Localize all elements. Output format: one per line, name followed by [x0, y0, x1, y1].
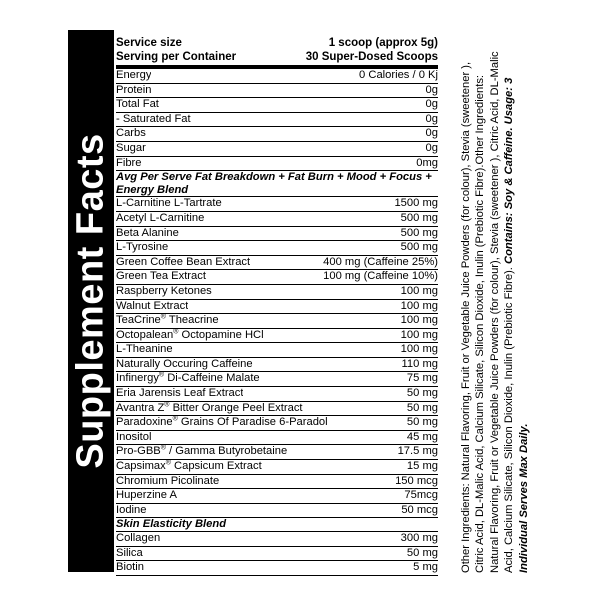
- nutrition-value: 0g: [425, 127, 438, 140]
- blend2-heading: Skin Elasticity Blend: [116, 518, 438, 532]
- blend1-ingredient-row: [116, 358, 438, 373]
- nutrition-label: Energy: [116, 69, 152, 81]
- blend1-ingredient-label: Walnut Extract: [116, 299, 189, 312]
- blend1-ingredient-value: 100 mg: [400, 299, 438, 312]
- blend1-ingredient-value: 110 mg: [401, 357, 438, 370]
- blend1-ingredient-value: 150 mcg: [395, 474, 438, 487]
- blend1-ingredient-value: 100 mg: [400, 328, 438, 341]
- blend1-ingredient-row: [116, 241, 438, 256]
- blend1-ingredient-label: Green Coffee Bean Extract: [116, 255, 251, 268]
- nutrition-label: - Saturated Fat: [116, 112, 191, 125]
- blend1-ingredient-label: Pro-GBB® / Gamma Butyrobetaine: [116, 445, 288, 458]
- blend1-ingredient-value: 17.5 mg: [397, 445, 438, 458]
- nutrition-row: [116, 84, 438, 99]
- nutrition-label: Fibre: [116, 156, 142, 169]
- blend1-ingredient-row: [116, 270, 438, 285]
- facts-panel: [116, 36, 438, 576]
- blend1-ingredient-label: L-Tyrosine: [116, 241, 169, 254]
- blend1-ingredient-label: Eria Jarensis Leaf Extract: [116, 387, 244, 400]
- blend2-ingredient-label: Collagen: [116, 532, 161, 544]
- ingredients-text: Other Ingredients: Natural Flavoring, Fruit or Vegetable Juice Powders (for colour), Stevia (sweetener ), Citric Acid, DL-Malic Acid, Calcium Silicate, Silicon Dioxide, Inulin (Prebiotic Fibre).Other Ingredients: Natural Flavoring, Fruit or Vegetable Juice Powders (for colour), Stevia (sweetener ), Citric Acid, DL-Malic Acid, Calcium Silicate, Silicon Dioxide, Inulin (Prebiotic Fibre).: [459, 51, 516, 573]
- blend1-ingredient-value: 15 mg: [406, 460, 438, 473]
- serving-size-value: 1 scoop (approx 5g): [328, 37, 438, 49]
- blend1-ingredient-label: Raspberry Ketones: [116, 284, 212, 297]
- nutrition-label: Total Fat: [116, 98, 159, 111]
- blend1-ingredient-row: [116, 489, 438, 504]
- blend1-ingredient-label: Capsimax® Capsicum Extract: [116, 460, 262, 473]
- blend1-ingredient-value: 50 mg: [406, 401, 438, 414]
- nutrition-row: [116, 142, 438, 157]
- blend1-ingredient-row: [116, 504, 438, 519]
- blend1-ingredient-row: [116, 329, 438, 344]
- nutrition-row: [116, 113, 438, 128]
- blend1-ingredient-value: 50 mg: [406, 416, 438, 429]
- blend1-ingredient-value: 100 mg (Caffeine 10%): [323, 270, 438, 283]
- blend2-ingredient-row: [116, 532, 438, 547]
- blend1-ingredient-label: Avantra Z® Bitter Orange Peel Extract: [116, 401, 303, 414]
- nutrition-label: Protein: [116, 83, 152, 96]
- blend1-ingredient-row: [116, 431, 438, 446]
- blend1-ingredient-row: [116, 387, 438, 402]
- blend1-ingredient-label: Octopalean® Octopamine HCl: [116, 328, 264, 341]
- blend1-ingredient-row: [116, 343, 438, 358]
- blend1-ingredient-row: [116, 300, 438, 315]
- blend1-ingredient-row: [116, 212, 438, 227]
- servings-per-container-row: [116, 50, 438, 64]
- blend2-ingredient-row: [116, 547, 438, 562]
- blend1-ingredient-row: [116, 227, 438, 242]
- nutrition-value: 0g: [425, 112, 438, 125]
- other-ingredients: [459, 43, 531, 573]
- blend1-ingredient-value: 100 mg: [400, 284, 438, 297]
- nutrition-value: 0mg: [416, 156, 438, 169]
- nutrition-list: [116, 69, 438, 171]
- blend2-ingredient-label: Silica: [116, 546, 143, 559]
- blend1-ingredient-value: 500 mg: [400, 241, 438, 254]
- blend1-ingredient-row: [116, 445, 438, 460]
- nutrition-value: 0g: [425, 98, 438, 111]
- blend2-ingredient-label: Biotin: [116, 561, 144, 574]
- blend1-ingredient-value: 500 mg: [400, 211, 438, 224]
- nutrition-value: 0g: [425, 141, 438, 154]
- nutrition-label: Sugar: [116, 141, 146, 154]
- blend1-list: [116, 197, 438, 518]
- blend2-list: [116, 532, 438, 576]
- blend2-ingredient-value: 50 mg: [406, 546, 438, 559]
- servings-per-container-value: 30 Super-Dosed Scoops: [305, 51, 438, 63]
- blend1-ingredient-row: [116, 314, 438, 329]
- blend1-ingredient-row: [116, 416, 438, 431]
- blend1-ingredient-value: 100 mg: [400, 343, 438, 356]
- blend1-ingredient-row: [116, 460, 438, 475]
- blend1-ingredient-value: 100 mg: [400, 314, 438, 327]
- serving-size-row: [116, 36, 438, 50]
- nutrition-row: [116, 157, 438, 172]
- nutrition-value: 0 Calories / 0 Kj: [359, 69, 438, 81]
- blend1-ingredient-row: [116, 285, 438, 300]
- blend1-ingredient-row: [116, 372, 438, 387]
- blend1-ingredient-label: Beta Alanine: [116, 226, 179, 239]
- blend1-ingredient-value: 75mcg: [404, 489, 438, 502]
- nutrition-row: [116, 69, 438, 84]
- blend1-ingredient-label: L-Theanine: [116, 343, 173, 356]
- nutrition-row: [116, 98, 438, 113]
- blend1-ingredient-row: [116, 256, 438, 271]
- blend1-ingredient-label: L-Carnitine L-Tartrate: [116, 197, 222, 210]
- blend1-ingredient-row: [116, 475, 438, 490]
- blend1-ingredient-value: 1500 mg: [394, 197, 438, 210]
- blend1-ingredient-label: Iodine: [116, 503, 147, 516]
- blend1-ingredient-value: 75 mg: [406, 372, 438, 385]
- contains-usage-text: Contains: Soy & Caffeine. Usage: 3 Individual Serves Max Daily.: [503, 77, 530, 573]
- blend1-ingredient-label: Infinergy® Di-Caffeine Malate: [116, 372, 260, 385]
- blend1-ingredient-value: 50 mcg: [401, 503, 438, 516]
- blend1-ingredient-row: [116, 402, 438, 417]
- blend1-ingredient-label: Huperzine A: [116, 489, 177, 502]
- blend2-ingredient-value: 300 mg: [400, 532, 438, 544]
- nutrition-label: Carbs: [116, 127, 146, 140]
- servings-per-container-label: Serving per Container: [116, 51, 237, 63]
- supplement-facts-title: Supplement Facts: [69, 133, 112, 469]
- blend2-ingredient-row: [116, 561, 438, 576]
- blend1-ingredient-label: Chromium Picolinate: [116, 474, 220, 487]
- nutrition-row: [116, 127, 438, 142]
- blend1-ingredient-value: 500 mg: [400, 226, 438, 239]
- blend1-ingredient-label: Inositol: [116, 430, 152, 443]
- blend1-ingredient-value: 400 mg (Caffeine 25%): [323, 255, 438, 268]
- blend1-ingredient-label: TeaCrine® Theacrine: [116, 314, 219, 327]
- blend2-ingredient-value: 5 mg: [413, 561, 438, 574]
- blend1-ingredient-label: Naturally Occuring Caffeine: [116, 357, 253, 370]
- serving-size-label: Service size: [116, 37, 182, 49]
- blend1-ingredient-label: Acetyl L-Carnitine: [116, 211, 205, 224]
- blend1-ingredient-value: 45 mg: [406, 430, 438, 443]
- blend1-ingredient-row: [116, 197, 438, 212]
- blend1-ingredient-label: Green Tea Extract: [116, 270, 206, 283]
- blend1-ingredient-label: Paradoxine® Grains Of Paradise 6-Paradol: [116, 416, 328, 429]
- blend1-ingredient-value: 50 mg: [406, 387, 438, 400]
- blend1-heading: Avg Per Serve Fat Breakdown + Fat Burn + Mood + Focus + Energy Blend: [116, 171, 438, 197]
- nutrition-value: 0g: [425, 83, 438, 96]
